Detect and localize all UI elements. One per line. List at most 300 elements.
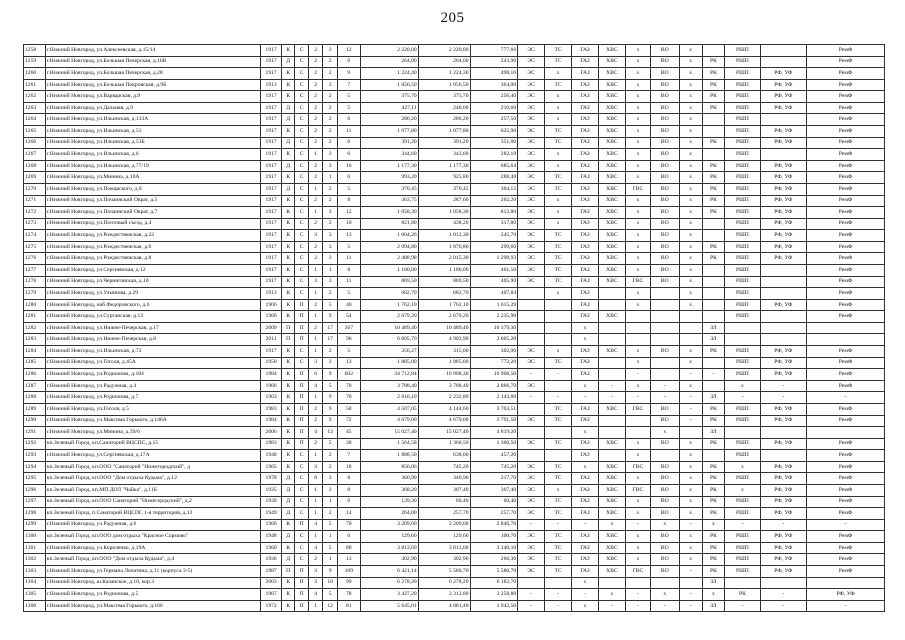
cell-electricity: ЭС bbox=[518, 473, 545, 485]
cell-address: г.Нижний Новгород, ул.Сергиевская, д.17А bbox=[45, 450, 261, 462]
cell-total-area: 360,90 bbox=[360, 473, 418, 485]
cell-hot-water: х bbox=[625, 438, 650, 450]
cell-repair-fund: РемФ bbox=[807, 531, 885, 543]
cell-heating: ТС bbox=[545, 415, 572, 427]
cell-other-util: х bbox=[679, 496, 702, 508]
cell-floors: 3 bbox=[323, 276, 338, 288]
table-row bbox=[24, 230, 885, 242]
cell-floors: 2 bbox=[323, 137, 338, 149]
cell-address: г.Нижний Новгород, ул.Ильинская, д.72 bbox=[45, 346, 261, 358]
cell-other-util: х bbox=[679, 508, 702, 520]
cell-wall-type: К bbox=[281, 149, 294, 161]
cell-gas: ГАЗ bbox=[572, 415, 599, 427]
cell-gas: ГАЗ bbox=[572, 299, 599, 311]
cell-floors: 9 bbox=[323, 392, 338, 404]
cell-total-area: 286,20 bbox=[360, 114, 418, 126]
cell-living-area: 4 081,40 bbox=[418, 600, 470, 612]
cell-electricity: ЭС bbox=[518, 149, 545, 161]
cell-living-area: 5 580,70 bbox=[418, 566, 470, 578]
cell-row-number: 1306 bbox=[24, 600, 46, 612]
cell-heating: ТС bbox=[545, 554, 572, 566]
cell-living-area: 370,45 bbox=[418, 183, 470, 195]
cell-living-area: 302,90 bbox=[418, 554, 470, 566]
cell-hot-water: ГВС bbox=[625, 566, 650, 578]
cell-electricity: ЭС bbox=[518, 276, 545, 288]
cell-living-area: 129,60 bbox=[418, 531, 470, 543]
cell-repair-mark: РК bbox=[702, 207, 725, 219]
cell-entrances: 3 bbox=[308, 566, 323, 578]
cell-facade-repair: РФ, УФ bbox=[760, 369, 807, 381]
cell-repair-mark bbox=[702, 450, 725, 462]
cell-row-number: 1283 bbox=[24, 334, 46, 346]
cell-facade-repair: РФ, УФ bbox=[760, 403, 807, 415]
cell-sewerage: ВО bbox=[650, 68, 679, 80]
cell-hot-water bbox=[625, 577, 650, 589]
cell-sewerage bbox=[650, 288, 679, 300]
cell-roof-type: С bbox=[295, 542, 308, 554]
cell-row-number: 1260 bbox=[24, 68, 46, 80]
cell-entrances: 2 bbox=[308, 91, 323, 103]
cell-address: г.Нижний Новгород, ул.Рождественская, д.6 bbox=[45, 241, 261, 253]
cell-cold-water bbox=[598, 288, 625, 300]
cell-repair-mark: РК bbox=[702, 415, 725, 427]
cell-apartments: 8 bbox=[337, 473, 360, 485]
cell-wall-type: К bbox=[281, 253, 294, 265]
cell-repair-fund: РемФ bbox=[807, 126, 885, 138]
cell-apartments: 5 bbox=[337, 91, 360, 103]
cell-living-area: 1 077,80 bbox=[418, 126, 470, 138]
cell-hot-water: х bbox=[625, 508, 650, 520]
cell-repair-fund: РемФ bbox=[807, 369, 885, 381]
cell-build-year: 1917 bbox=[261, 45, 282, 57]
cell-residential-area: 4 819,20 bbox=[470, 427, 518, 439]
cell-electricity: ЭС bbox=[518, 566, 545, 578]
cell-roof-repair: РШП bbox=[725, 172, 760, 184]
cell-address: г.Нижний Новгород, ул.Родионова, д.184 bbox=[45, 369, 261, 381]
cell-residential-area: 60,40 bbox=[470, 496, 518, 508]
cell-cold-water: ХВС bbox=[598, 566, 625, 578]
cell-sewerage: ВО bbox=[650, 531, 679, 543]
cell-address: г.Нижний Новгород, ул.Короленко, д.19А bbox=[45, 542, 261, 554]
cell-repair-mark: ЗЛ bbox=[702, 322, 725, 334]
cell-row-number: 1290 bbox=[24, 415, 46, 427]
cell-build-year: 1935 bbox=[261, 484, 282, 496]
cell-residential-area: 262,20 bbox=[470, 195, 518, 207]
cell-apartments: 11 bbox=[337, 253, 360, 265]
cell-entrances: 2 bbox=[308, 299, 323, 311]
cell-hot-water bbox=[625, 334, 650, 346]
cell-floors: 1 bbox=[323, 172, 338, 184]
cell-other-util: х bbox=[679, 484, 702, 496]
cell-residential-area: 5 580,70 bbox=[470, 566, 518, 578]
cell-roof-type: С bbox=[295, 68, 308, 80]
cell-row-number: 1286 bbox=[24, 369, 46, 381]
cell-gas: х bbox=[572, 600, 599, 612]
cell-total-area: 2 094,80 bbox=[360, 241, 418, 253]
cell-wall-type: Д bbox=[281, 508, 294, 520]
cell-roof-type: С bbox=[295, 183, 308, 195]
cell-roof-repair: - bbox=[725, 392, 760, 404]
cell-gas: х bbox=[572, 427, 599, 439]
cell-repair-mark: ЗЛ bbox=[702, 600, 725, 612]
cell-repair-mark bbox=[702, 288, 725, 300]
table-row bbox=[24, 438, 885, 450]
cell-hot-water bbox=[625, 427, 650, 439]
cell-other-util: х bbox=[679, 461, 702, 473]
page-number: 205 bbox=[440, 10, 465, 26]
cell-repair-mark bbox=[702, 299, 725, 311]
cell-gas: ГАЗ bbox=[572, 126, 599, 138]
cell-electricity bbox=[518, 577, 545, 589]
cell-other-util: - bbox=[679, 519, 702, 531]
cell-repair-mark bbox=[702, 264, 725, 276]
table-row bbox=[24, 91, 885, 103]
cell-residential-area: 257,50 bbox=[470, 114, 518, 126]
cell-row-number: 1279 bbox=[24, 288, 46, 300]
table-row bbox=[24, 299, 885, 311]
cell-repair-fund bbox=[807, 334, 885, 346]
cell-living-area: 4 903,90 bbox=[418, 334, 470, 346]
cell-sewerage: ВО bbox=[650, 566, 679, 578]
cell-total-area: 1 224,40 bbox=[360, 68, 418, 80]
cell-residential-area: 257,70 bbox=[470, 508, 518, 520]
cell-electricity bbox=[518, 427, 545, 439]
cell-sewerage: ВО bbox=[650, 508, 679, 520]
cell-repair-mark bbox=[702, 311, 725, 323]
cell-wall-type: К bbox=[281, 230, 294, 242]
cell-floors: 2 bbox=[323, 357, 338, 369]
cell-cold-water: ХВС bbox=[598, 230, 625, 242]
cell-roof-type: П bbox=[295, 438, 308, 450]
cell-gas: ГАЗ bbox=[572, 566, 599, 578]
cell-floors: 2 bbox=[323, 195, 338, 207]
cell-apartments: 16 bbox=[337, 160, 360, 172]
cell-address: г.Нижний Новгород, ул.Почаинский Овраг, д.7 bbox=[45, 207, 261, 219]
cell-living-area: 3 788,40 bbox=[418, 380, 470, 392]
table-row bbox=[24, 519, 885, 531]
cell-total-area: 856,06 bbox=[360, 461, 418, 473]
cell-facade-repair: РФ, УФ bbox=[760, 299, 807, 311]
cell-heating: ТС bbox=[545, 253, 572, 265]
cell-repair-mark: РК bbox=[702, 160, 725, 172]
cell-residential-area: 243,90 bbox=[470, 56, 518, 68]
cell-facade-repair: РФ, УФ bbox=[760, 137, 807, 149]
cell-roof-type: С bbox=[295, 160, 308, 172]
cell-repair-fund: РемФ bbox=[807, 299, 885, 311]
cell-floors: 2 bbox=[323, 56, 338, 68]
cell-cold-water: ХВС bbox=[598, 346, 625, 358]
cell-other-util: х bbox=[679, 264, 702, 276]
cell-total-area: 3 788,40 bbox=[360, 380, 418, 392]
cell-build-year: 1917 bbox=[261, 172, 282, 184]
cell-heating: х bbox=[545, 160, 572, 172]
cell-row-number: 1273 bbox=[24, 218, 46, 230]
cell-other-util: х bbox=[679, 56, 702, 68]
cell-facade-repair: РФ, УФ bbox=[760, 79, 807, 91]
cell-floors: 2 bbox=[323, 450, 338, 462]
cell-electricity bbox=[518, 322, 545, 334]
cell-total-area: 6 605,70 bbox=[360, 334, 418, 346]
cell-address: г.Нижний Новгород, ул.Ильинская, д.53Б bbox=[45, 137, 261, 149]
cell-wall-type: К bbox=[281, 415, 294, 427]
cell-roof-type: С bbox=[295, 473, 308, 485]
cell-entrances: 3 bbox=[308, 577, 323, 589]
cell-sewerage: - bbox=[650, 380, 679, 392]
cell-hot-water: ГВС bbox=[625, 484, 650, 496]
cell-gas: х bbox=[572, 322, 599, 334]
cell-row-number: 1294 bbox=[24, 461, 46, 473]
cell-entrances: 1 bbox=[308, 288, 323, 300]
cell-build-year: 1963 bbox=[261, 392, 282, 404]
cell-apartments: 13 bbox=[337, 230, 360, 242]
cell-address: кп.Зеленый Город, кп.ООО "Санаторий "Нижегородский", д bbox=[45, 461, 261, 473]
cell-row-number: 1284 bbox=[24, 346, 46, 358]
cell-roof-repair: РШП bbox=[725, 218, 760, 230]
cell-facade-repair: РФ, УФ bbox=[760, 172, 807, 184]
cell-total-area: 2 616,10 bbox=[360, 392, 418, 404]
cell-electricity: ЭС bbox=[518, 508, 545, 520]
cell-roof-repair bbox=[725, 427, 760, 439]
cell-repair-mark: РК bbox=[702, 241, 725, 253]
cell-residential-area: 2 866,70 bbox=[470, 380, 518, 392]
cell-address: г.Нижний Новгород, ул.Родионова, д.5 bbox=[45, 589, 261, 601]
cell-entrances: 3 bbox=[308, 461, 323, 473]
cell-entrances: 4 bbox=[308, 589, 323, 601]
cell-facade-repair: РФ, УФ bbox=[760, 195, 807, 207]
cell-repair-mark: РК bbox=[702, 346, 725, 358]
cell-total-area: 375,70 bbox=[360, 91, 418, 103]
cell-facade-repair: РФ, УФ bbox=[760, 346, 807, 358]
cell-electricity: - bbox=[518, 392, 545, 404]
cell-heating: ТС bbox=[545, 542, 572, 554]
cell-total-area: 139,30 bbox=[360, 496, 418, 508]
cell-living-area: 287,60 bbox=[418, 195, 470, 207]
cell-row-number: 1263 bbox=[24, 102, 46, 114]
cell-total-area: 344,60 bbox=[360, 149, 418, 161]
cell-repair-mark bbox=[702, 45, 725, 57]
cell-address: кп.Зеленый Город, кп.ООО дом отдыха "Красное Сормово" bbox=[45, 531, 261, 543]
cell-gas: ГАЗ bbox=[572, 45, 599, 57]
cell-gas: ГАЗ bbox=[572, 450, 599, 462]
cell-other-util: х bbox=[679, 172, 702, 184]
cell-address: г.Нижний Новгород, ул.Сергиевская, д.12 bbox=[45, 264, 261, 276]
cell-gas: ГАЗ bbox=[572, 484, 599, 496]
cell-floors: 9 bbox=[323, 566, 338, 578]
cell-repair-fund bbox=[807, 427, 885, 439]
cell-hot-water: х bbox=[625, 79, 650, 91]
cell-address: кп.Зеленый Город, кп.МП ДОЛ "Чайка", д.11Б bbox=[45, 484, 261, 496]
cell-entrances: 1 bbox=[308, 392, 323, 404]
cell-build-year: 1917 bbox=[261, 149, 282, 161]
cell-other-util: х bbox=[679, 218, 702, 230]
cell-roof-type: С bbox=[295, 137, 308, 149]
cell-sewerage: ВО bbox=[650, 195, 679, 207]
cell-facade-repair: - bbox=[760, 380, 807, 392]
cell-residential-area: 282,10 bbox=[470, 149, 518, 161]
cell-hot-water: х bbox=[625, 172, 650, 184]
cell-roof-type: С bbox=[295, 149, 308, 161]
cell-floors: 17 bbox=[323, 322, 338, 334]
cell-apartments: 11 bbox=[337, 126, 360, 138]
cell-floors: 2 bbox=[323, 218, 338, 230]
cell-hot-water: - bbox=[625, 589, 650, 601]
cell-wall-type: Д bbox=[281, 484, 294, 496]
cell-entrances: 2 bbox=[308, 195, 323, 207]
cell-apartments: 70 bbox=[337, 380, 360, 392]
table-row bbox=[24, 56, 885, 68]
cell-sewerage: ВО bbox=[650, 241, 679, 253]
cell-sewerage: ВО bbox=[650, 276, 679, 288]
cell-facade-repair: РФ, УФ bbox=[760, 68, 807, 80]
cell-wall-type: К bbox=[281, 311, 294, 323]
cell-electricity: ЭС bbox=[518, 357, 545, 369]
cell-roof-type: С bbox=[295, 264, 308, 276]
cell-roof-repair: РШП bbox=[725, 207, 760, 219]
cell-apartments: 58 bbox=[337, 403, 360, 415]
cell-roof-type: П bbox=[295, 299, 308, 311]
cell-entrances: 6 bbox=[308, 369, 323, 381]
cell-repair-fund: РемФ bbox=[807, 114, 885, 126]
cell-entrances: 4 bbox=[308, 380, 323, 392]
cell-wall-type: Д bbox=[281, 137, 294, 149]
cell-sewerage: ВО bbox=[650, 102, 679, 114]
cell-address: г.Нижний Новгород, ул.Ильинская, д.53 bbox=[45, 126, 261, 138]
cell-other-util: х bbox=[679, 346, 702, 358]
cell-other-util: х bbox=[679, 288, 702, 300]
cell-hot-water: - bbox=[625, 519, 650, 531]
cell-residential-area: 3 763,51 bbox=[470, 403, 518, 415]
cell-floors: 3 bbox=[323, 253, 338, 265]
cell-total-area: 1 058,30 bbox=[360, 207, 418, 219]
cell-build-year: 1917 bbox=[261, 241, 282, 253]
cell-total-area: 993,20 bbox=[360, 172, 418, 184]
cell-repair-fund: РемФ bbox=[807, 415, 885, 427]
cell-electricity: ЭС bbox=[518, 137, 545, 149]
cell-cold-water bbox=[598, 577, 625, 589]
cell-repair-mark bbox=[702, 380, 725, 392]
cell-row-number: 1300 bbox=[24, 531, 46, 543]
cell-residential-area: 210,60 bbox=[470, 102, 518, 114]
cell-entrances: 3 bbox=[308, 230, 323, 242]
cell-facade-repair: РФ, УФ bbox=[760, 484, 807, 496]
cell-electricity: ЭС bbox=[518, 415, 545, 427]
cell-repair-fund: РемФ bbox=[807, 311, 885, 323]
cell-living-area: 2 220,00 bbox=[418, 45, 470, 57]
cell-sewerage: ВО bbox=[650, 218, 679, 230]
cell-wall-type: К bbox=[281, 577, 294, 589]
cell-row-number: 1299 bbox=[24, 519, 46, 531]
cell-facade-repair: РФ, УФ bbox=[760, 230, 807, 242]
cell-wall-type: Д bbox=[281, 102, 294, 114]
cell-roof-type: С bbox=[295, 230, 308, 242]
cell-heating: ТС bbox=[545, 496, 572, 508]
cell-build-year: 1917 bbox=[261, 160, 282, 172]
cell-build-year: 2003 bbox=[261, 577, 282, 589]
cell-roof-repair: РШП bbox=[725, 369, 760, 381]
cell-heating: х bbox=[545, 218, 572, 230]
cell-floors: 5 bbox=[323, 519, 338, 531]
cell-living-area: 638,00 bbox=[418, 450, 470, 462]
cell-heating: ТС bbox=[545, 56, 572, 68]
cell-apartments: 99 bbox=[337, 577, 360, 589]
table-row bbox=[24, 496, 885, 508]
cell-apartments: 167 bbox=[337, 322, 360, 334]
cell-roof-type: П bbox=[295, 589, 308, 601]
cell-residential-area: 1 615,29 bbox=[470, 299, 518, 311]
cell-gas: х bbox=[572, 380, 599, 392]
cell-repair-fund: РемФ bbox=[807, 137, 885, 149]
cell-other-util: х bbox=[679, 357, 702, 369]
cell-roof-repair: РШП bbox=[725, 288, 760, 300]
cell-hot-water: х bbox=[625, 531, 650, 543]
cell-residential-area: 3 791,50 bbox=[470, 415, 518, 427]
cell-row-number: 1302 bbox=[24, 554, 46, 566]
cell-address: г.Нижний Новгород, ул.Ильинская, д.6 bbox=[45, 149, 261, 161]
cell-electricity: ЭС bbox=[518, 114, 545, 126]
cell-row-number: 1282 bbox=[24, 322, 46, 334]
table-row bbox=[24, 195, 885, 207]
cell-total-area: 368,20 bbox=[360, 484, 418, 496]
cell-wall-type: Д bbox=[281, 531, 294, 543]
cell-entrances: 1 bbox=[308, 264, 323, 276]
cell-build-year: 1917 bbox=[261, 276, 282, 288]
cell-electricity: ЭС bbox=[518, 218, 545, 230]
cell-row-number: 1291 bbox=[24, 427, 46, 439]
cell-living-area: 1 360,50 bbox=[418, 438, 470, 450]
cell-facade-repair: - bbox=[760, 519, 807, 531]
cell-gas: ГАЗ bbox=[572, 102, 599, 114]
cell-apartments: 5 bbox=[337, 288, 360, 300]
cell-cold-water: ХВС bbox=[598, 149, 625, 161]
cell-cold-water: ХВС bbox=[598, 126, 625, 138]
cell-other-util: х bbox=[679, 542, 702, 554]
cell-repair-fund: РемФ bbox=[807, 91, 885, 103]
cell-heating: ТС bbox=[545, 566, 572, 578]
cell-row-number: 1304 bbox=[24, 577, 46, 589]
cell-apartments: 7 bbox=[337, 79, 360, 91]
cell-build-year: 1917 bbox=[261, 68, 282, 80]
cell-hot-water: х bbox=[625, 56, 650, 68]
cell-residential-area: 245,70 bbox=[470, 230, 518, 242]
cell-residential-area: 3 258,80 bbox=[470, 589, 518, 601]
cell-living-area: 10 489,40 bbox=[418, 322, 470, 334]
cell-hot-water: х bbox=[625, 288, 650, 300]
cell-wall-type: П bbox=[281, 334, 294, 346]
cell-hot-water: х bbox=[625, 68, 650, 80]
cell-repair-fund: РемФ bbox=[807, 554, 885, 566]
cell-apartments: 11 bbox=[337, 276, 360, 288]
cell-gas: х bbox=[572, 577, 599, 589]
cell-roof-type: С bbox=[295, 531, 308, 543]
cell-row-number: 1295 bbox=[24, 473, 46, 485]
cell-heating: ТС bbox=[545, 241, 572, 253]
cell-row-number: 1275 bbox=[24, 241, 46, 253]
table-row bbox=[24, 160, 885, 172]
cell-heating: ТС bbox=[545, 461, 572, 473]
cell-total-area: 264,00 bbox=[360, 56, 418, 68]
cell-electricity: - bbox=[518, 600, 545, 612]
cell-other-util: - bbox=[679, 566, 702, 578]
cell-gas: ГАЗ bbox=[572, 114, 599, 126]
cell-row-number: 1276 bbox=[24, 253, 46, 265]
cell-living-area: 6 278,20 bbox=[418, 577, 470, 589]
cell-apartments: 5 bbox=[337, 102, 360, 114]
cell-build-year: 1983 bbox=[261, 438, 282, 450]
cell-sewerage bbox=[650, 450, 679, 462]
cell-build-year: 1913 bbox=[261, 79, 282, 91]
cell-heating bbox=[545, 427, 572, 439]
cell-roof-repair: РШП bbox=[725, 79, 760, 91]
